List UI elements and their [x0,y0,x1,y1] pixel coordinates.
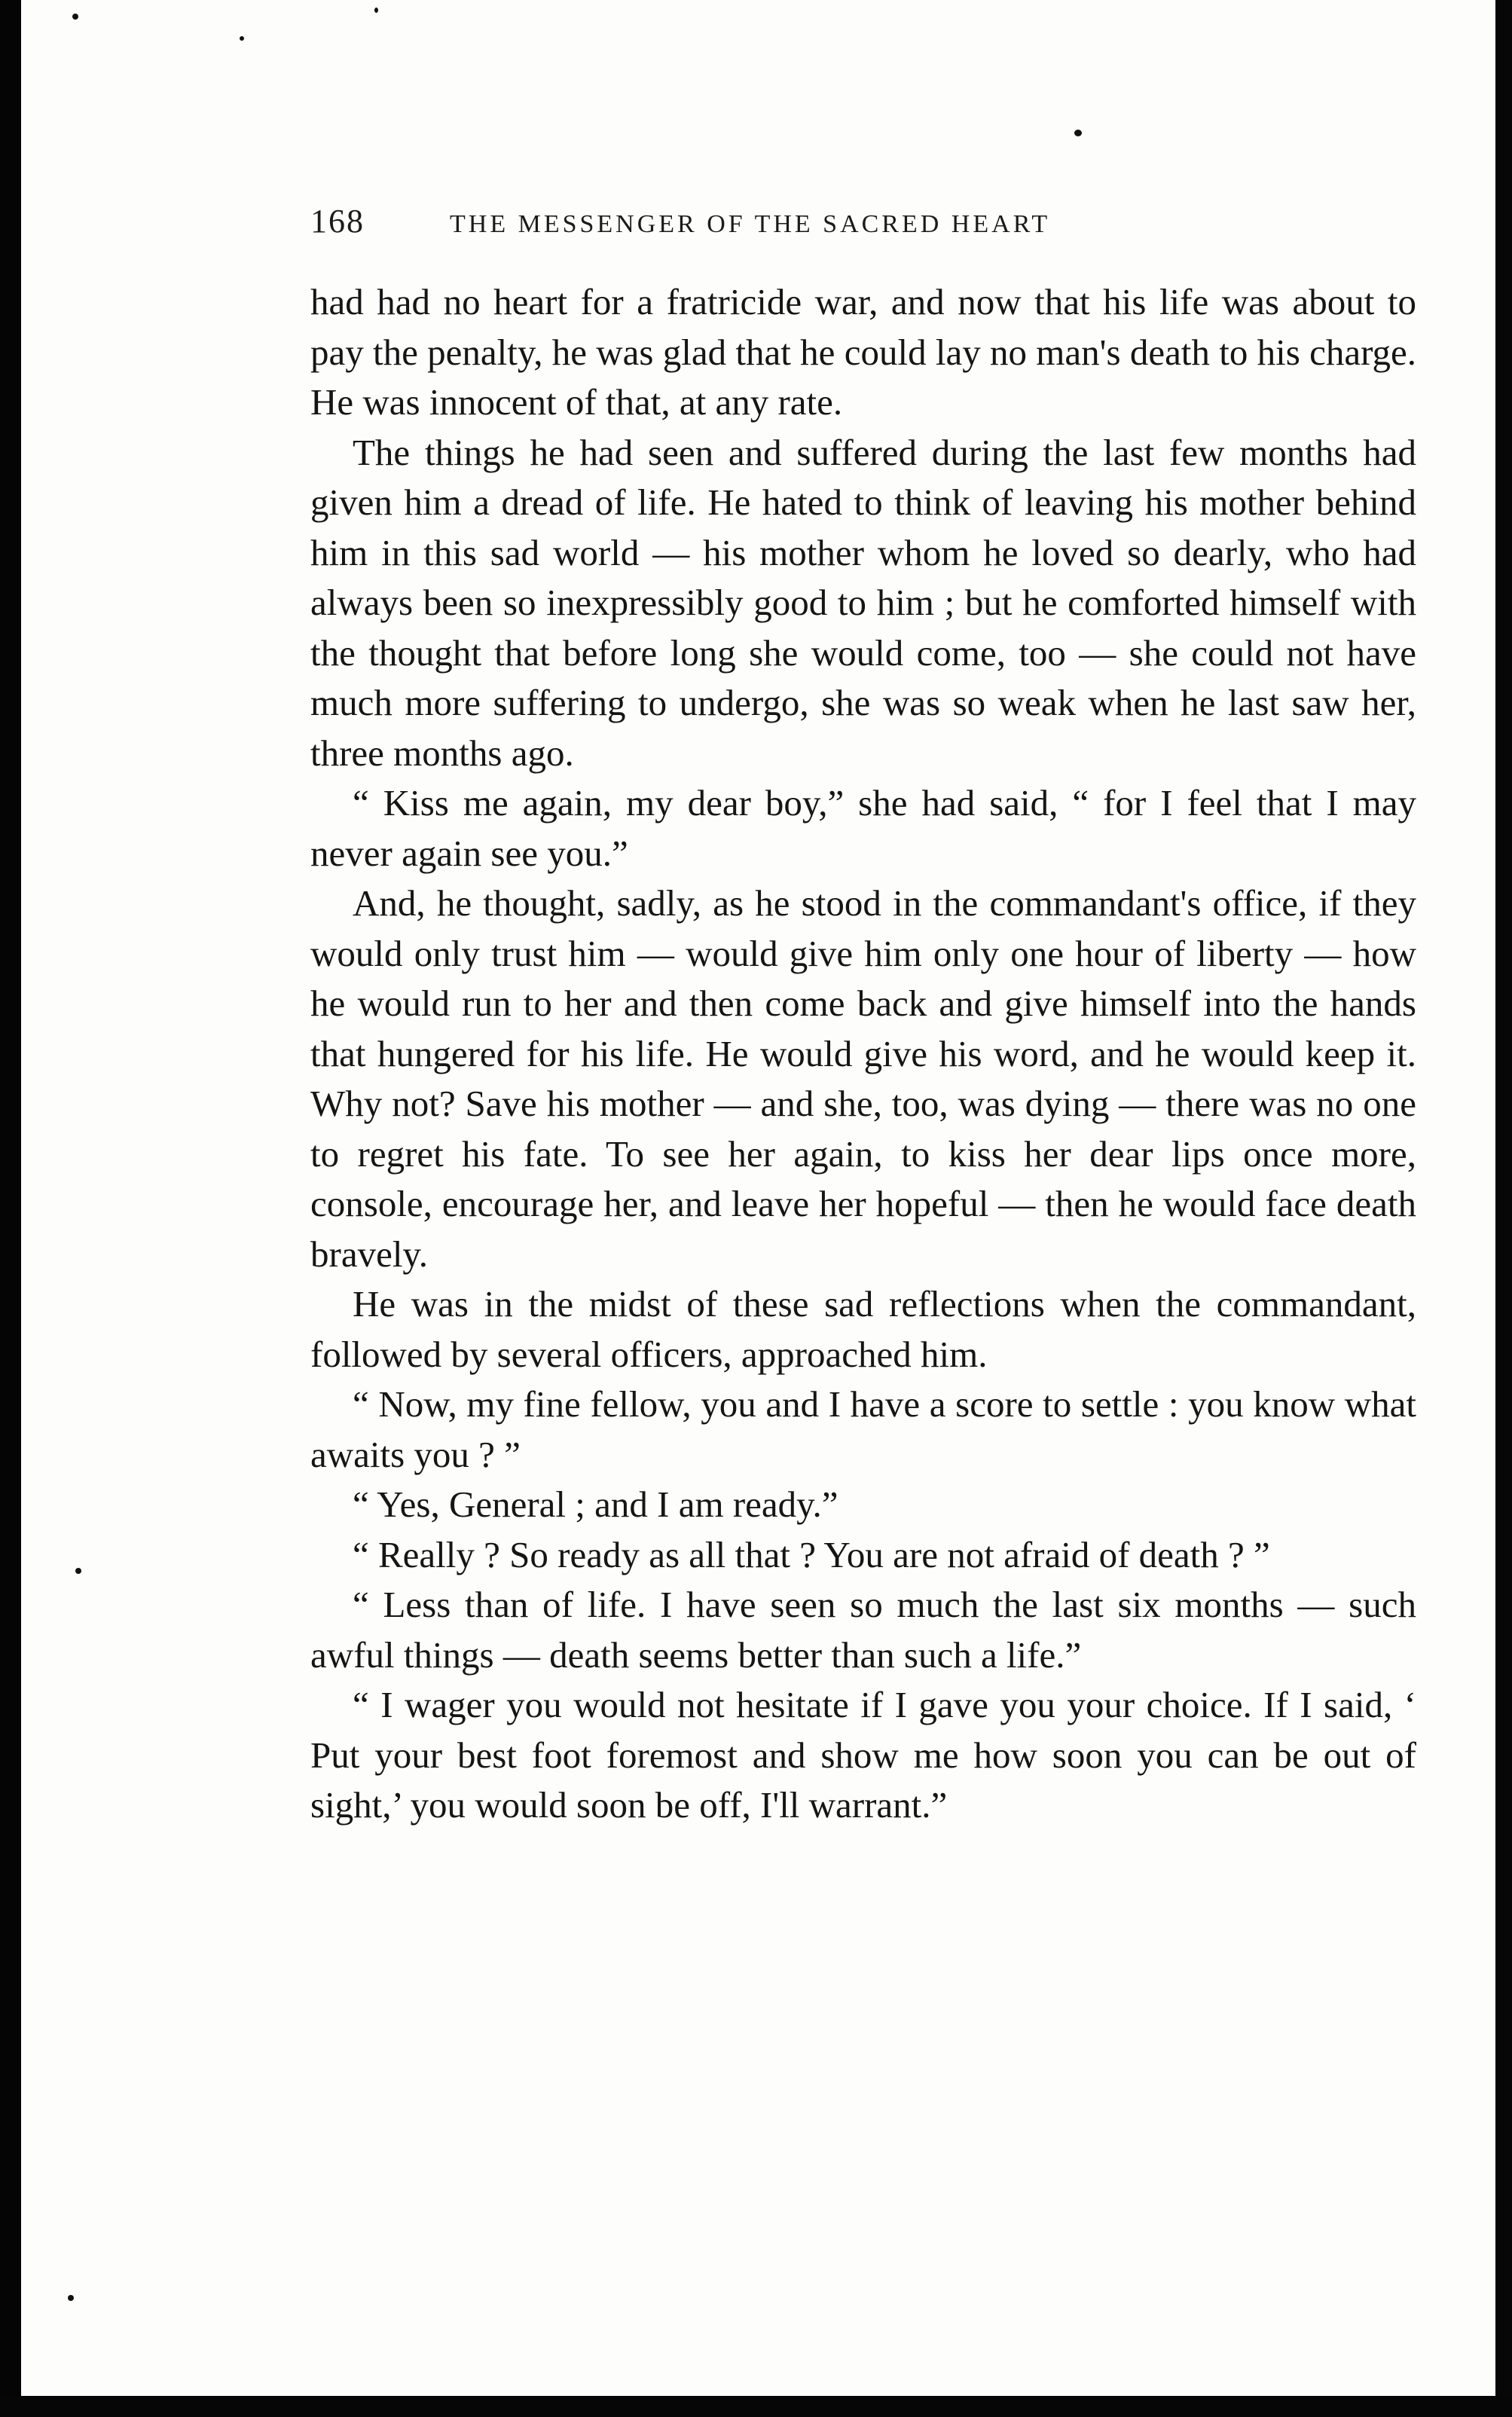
paragraph: “ I wager you would not hesitate if I gave you your choice. If I said, ‘ Put your best foot foremost and show me how soon you can be out of sight,’ you would soon be off, I'll warrant.” [310,1684,1416,1826]
paragraph: had had no heart for a fratricide war, and now that his life was about to pay the penalty, he was glad that he could lay no man's death to his charge. He was innocent of that, at any rate. [310,281,1416,423]
paragraph: “ Now, my fine fellow, you and I have a score to settle : you know what awaits you ? ” [310,1383,1416,1475]
paragraph: “ Less than of life. I have seen so much the last six months — such awful things — death seems better than such a life.” [310,1584,1416,1676]
scan-speck [68,2295,74,2301]
paragraph: And, he thought, sadly, as he stood in the commandant's office, if they would only trust him — would give him only one hour of liberty — how he would run to her and then come back and give himself into the hands that hungered for his life. He would give his word, and he would keep it. Why not? Save his mother — and she, too, was dying — there was no one to regret his fate. To see her again, to kiss her dear lips once more, console, encourage her, and leave her hopeful — then he would face death bravely. [310,882,1416,1275]
running-head [310,202,1410,247]
running-title: THE MESSENGER OF THE SACRED HEART [450,210,1051,238]
paragraph: “ Really ? So ready as all that ? You are not afraid of death ? ” [353,1533,1270,1575]
body-text [310,277,1416,1831]
scan-speck [240,36,244,41]
scan-speck [1074,130,1082,136]
scan-edge-bottom [0,2396,1512,2417]
scan-edge-left [0,0,21,2417]
scan-speck [72,14,78,20]
paragraph: “ Kiss me again, my dear boy,” she had said, “ for I feel that I may never again see you.” [310,782,1416,874]
scan-edge-right [1495,0,1512,2417]
paragraph: “ Yes, General ; and I am ready.” [353,1484,838,1525]
page-number: 168 [310,203,365,240]
paragraph: The things he had seen and suffered during the last few months had given him a dread of life. He hated to think of leaving his mother behind him in this sad world — his mother whom he loved so dearly, who had always been so inexpressibly good to him ; but he comforted himself with the thought that before long she would come, too — she could not have much more suffering to undergo, she was so weak when he last saw her, three months ago. [310,431,1416,774]
scan-speck [374,8,378,13]
paragraph: He was in the midst of these sad reflections when the commandant, followed by several officers, approached him. [310,1283,1416,1375]
scan-speck [75,1568,81,1574]
